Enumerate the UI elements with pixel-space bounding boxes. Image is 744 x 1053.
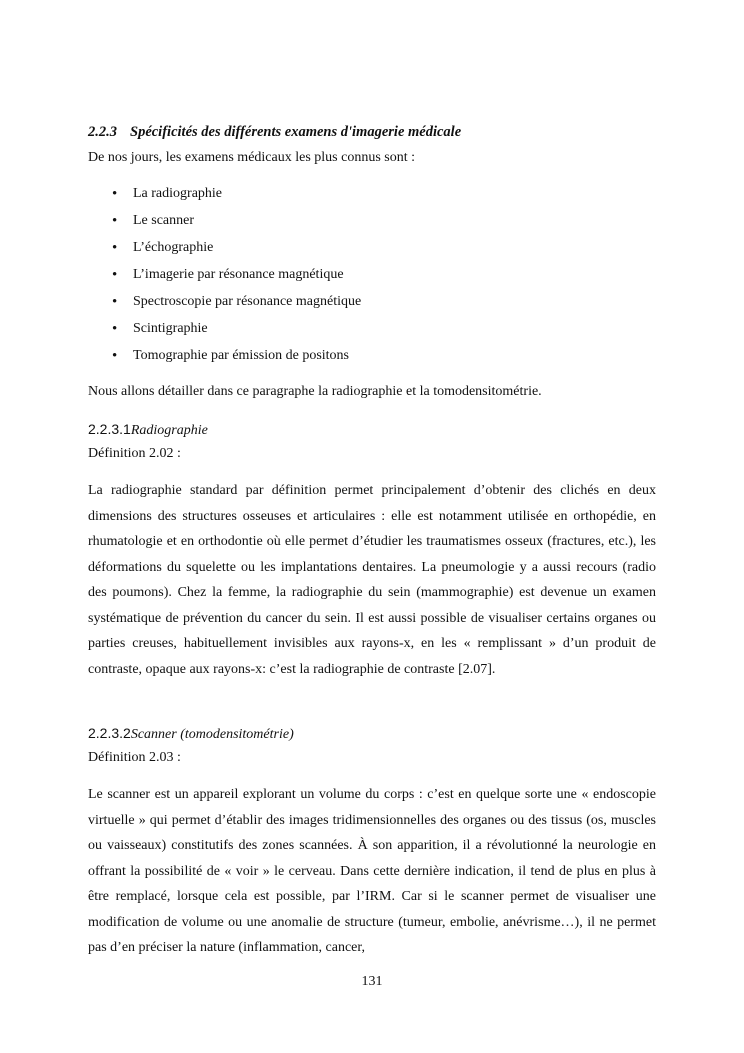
subsection-number: 2.2.3.1 (88, 421, 131, 437)
definition-label: Définition 2.03 : (88, 750, 181, 765)
list-item: • Tomographie par émission de positons (88, 346, 361, 373)
list-item: • Le scanner (88, 211, 361, 238)
page-number: 131 (361, 974, 383, 989)
list-item: • Spectroscopie par résonance magnétique (88, 292, 361, 319)
subsection-title: Scanner (tomodensitométrie) (130, 727, 294, 742)
scanner-paragraph: Le scanner est un appareil explorant un volume du corps : c’est en quelque sorte une « endoscopie virtuelle » qui permet d’établir des images tridimensionnelles des organes ou des tissus (os, muscles ou vaisseaux) constitutifs des zones scannées. À son apparition, il a révolutionné la neurologie en offrant la possibilité de « voir » le cerveau. Dans cette dernière indication, il tend de plus en plus à être remplacé, lorsque cela est possible, par l’IRM. Car si le scanner permet de visualiser une modification de volume ou une anomalie de structure (tumeur, embolie, anévrisme…), il ne permet pas d’en préciser la nature (inflammation, cancer, (88, 787, 656, 955)
list-item: • L’imagerie par résonance magnétique (88, 265, 361, 292)
subsection-heading-scanner (88, 725, 294, 743)
list-item: • La radiographie (88, 184, 361, 211)
section-number: 2.2.3 (88, 124, 117, 140)
subsection-title: Radiographie (130, 423, 208, 438)
definition-label: Définition 2.02 : (88, 446, 181, 461)
subsection-number: 2.2.3.2 (88, 725, 131, 741)
section-summary: Nous allons détailler dans ce paragraphe la radiographie et la tomodensitométrie. (88, 384, 542, 399)
radiographie-paragraph: La radiographie standard par définition permet principalement d’obtenir des clichés en deux dimensions des structures osseuses et articulaires : elle est notamment utilisée en orthopédie, en rhumatologie et en orthodontie où elle permet d’étudier les traumatismes osseux (fractures, etc.), les déformations du squelette ou les implantations dentaires. La pneumologie y a aussi recours (radio des poumons). Chez la femme, la radiographie du sein (mammographie) est devenue un examen systématique de prévention du cancer du sein. Il est aussi possible de visualiser certains organes ou parties creuses, habituellement invisibles aux rayons-x, en les « remplissant » d’un produit de contraste, opaque aux rayons-x: c’est la radiographie de contraste [2.07]. (88, 483, 656, 677)
section-intro: De nos jours, les examens médicaux les plus connus sont : (88, 150, 416, 165)
subsection-heading-radiographie (88, 421, 208, 439)
section-heading (88, 124, 461, 141)
section-title: Spécificités des différents examens d'imagerie médicale (130, 124, 462, 140)
list-item: • Scintigraphie (88, 319, 361, 346)
exam-list (88, 184, 361, 373)
list-item: • L’échographie (88, 238, 361, 265)
